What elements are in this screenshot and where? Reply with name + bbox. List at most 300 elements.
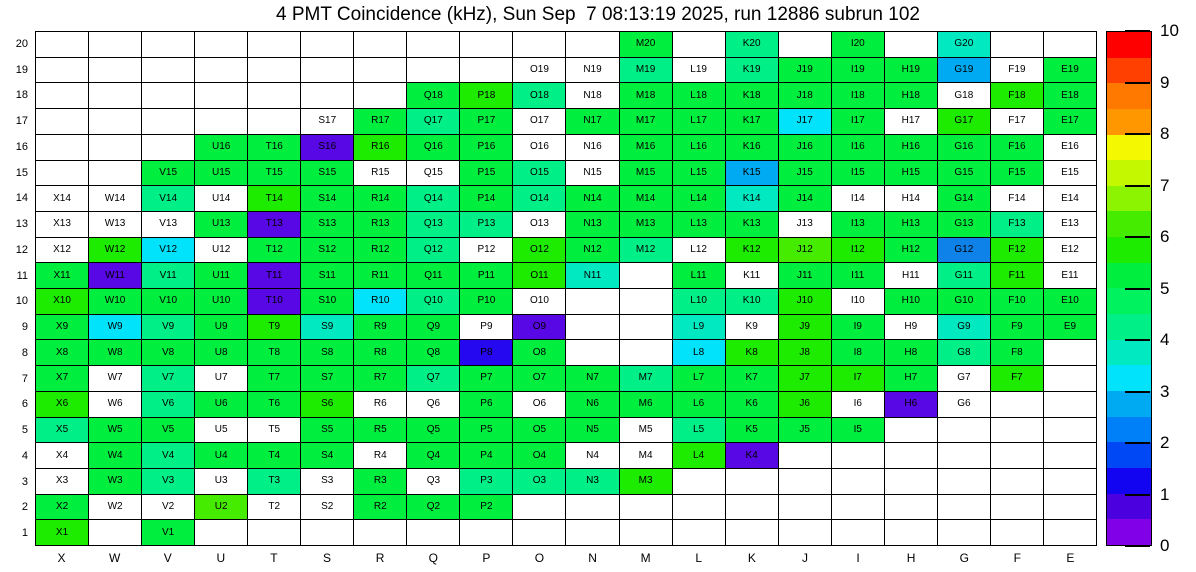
heatmap-cell <box>195 109 247 134</box>
heatmap-cell: K9 <box>726 315 778 340</box>
colorbar-tick <box>1125 185 1150 187</box>
heatmap-cell: R6 <box>354 392 406 417</box>
y-axis-label: 18 <box>15 89 28 102</box>
colorbar-band <box>1107 58 1151 84</box>
heatmap-cell <box>89 58 141 83</box>
heatmap-cell: R13 <box>354 212 406 237</box>
heatmap-cell: P8 <box>460 340 512 365</box>
heatmap-cell: M3 <box>620 469 672 494</box>
heatmap-cell: G15 <box>938 161 990 186</box>
heatmap-cell: V5 <box>142 418 194 443</box>
heatmap-cell: O17 <box>513 109 565 134</box>
heatmap-cell: M13 <box>620 212 672 237</box>
heatmap-cell: U14 <box>195 186 247 211</box>
y-axis-label: 19 <box>15 63 28 76</box>
colorbar-band <box>1107 519 1151 545</box>
heatmap-cell <box>991 520 1043 545</box>
heatmap-cell: Q17 <box>407 109 459 134</box>
heatmap-cell: X5 <box>36 418 88 443</box>
heatmap-cell: G18 <box>938 83 990 108</box>
x-axis-label: W <box>108 551 121 565</box>
heatmap-cell: G6 <box>938 392 990 417</box>
heatmap-cell <box>620 263 672 288</box>
heatmap-cell <box>195 32 247 57</box>
colorbar-tick <box>1125 339 1150 341</box>
heatmap-cell <box>142 109 194 134</box>
heatmap-cell: X7 <box>36 366 88 391</box>
heatmap-cell: T12 <box>248 238 300 263</box>
heatmap-cell: W4 <box>89 443 141 468</box>
colorbar-tick <box>1125 545 1150 547</box>
heatmap-cell: I13 <box>832 212 884 237</box>
heatmap-cell: L9 <box>673 315 725 340</box>
colorbar-band <box>1107 494 1151 520</box>
y-axis-label: 13 <box>15 218 28 231</box>
colorbar-tick <box>1125 288 1150 290</box>
heatmap-cell: Q13 <box>407 212 459 237</box>
heatmap-cell: O19 <box>513 58 565 83</box>
colorbar-tick <box>1125 442 1150 444</box>
heatmap-cell <box>301 520 353 545</box>
heatmap-cell: E17 <box>1044 109 1096 134</box>
x-axis-label: O <box>534 551 545 565</box>
heatmap-cell: P11 <box>460 263 512 288</box>
heatmap-cell: U9 <box>195 315 247 340</box>
heatmap-cell: J16 <box>779 135 831 160</box>
x-axis-label: F <box>1013 551 1022 565</box>
heatmap-cell: T15 <box>248 161 300 186</box>
heatmap-cell: T16 <box>248 135 300 160</box>
heatmap-cell: H17 <box>885 109 937 134</box>
heatmap-cell: O3 <box>513 469 565 494</box>
heatmap-cell: W6 <box>89 392 141 417</box>
heatmap-cell: T11 <box>248 263 300 288</box>
heatmap-cell: K5 <box>726 418 778 443</box>
colorbar-band <box>1107 32 1151 58</box>
heatmap-cell: I15 <box>832 161 884 186</box>
heatmap-cell <box>991 495 1043 520</box>
heatmap-cell: M18 <box>620 83 672 108</box>
heatmap-cell: G7 <box>938 366 990 391</box>
heatmap-cell: N5 <box>566 418 618 443</box>
heatmap-cell: X12 <box>36 238 88 263</box>
heatmap-cell: L17 <box>673 109 725 134</box>
heatmap-cell: T10 <box>248 289 300 314</box>
y-axis-label: 14 <box>15 192 28 205</box>
heatmap-cell: H19 <box>885 58 937 83</box>
heatmap-cell: V15 <box>142 161 194 186</box>
colorbar-band <box>1107 135 1151 161</box>
heatmap-cell: U2 <box>195 495 247 520</box>
heatmap-cell: I6 <box>832 392 884 417</box>
heatmap-cell: R11 <box>354 263 406 288</box>
heatmap-cell: T14 <box>248 186 300 211</box>
heatmap-cell <box>354 83 406 108</box>
heatmap-cell <box>779 520 831 545</box>
heatmap-cell: H11 <box>885 263 937 288</box>
x-axis-label: L <box>695 551 703 565</box>
heatmap-cell: V11 <box>142 263 194 288</box>
y-axis-label: 6 <box>21 398 28 411</box>
heatmap-cell: Q16 <box>407 135 459 160</box>
heatmap-cell <box>142 58 194 83</box>
heatmap-cell: H7 <box>885 366 937 391</box>
heatmap-cell: F13 <box>991 212 1043 237</box>
heatmap-cell <box>195 83 247 108</box>
heatmap-cell: P14 <box>460 186 512 211</box>
heatmap-cell: N6 <box>566 392 618 417</box>
colorbar-band <box>1107 186 1151 212</box>
heatmap-cell: G20 <box>938 32 990 57</box>
heatmap-cell <box>195 520 247 545</box>
heatmap-cell: N14 <box>566 186 618 211</box>
y-axis-label: 11 <box>16 269 28 282</box>
heatmap-cell: T4 <box>248 443 300 468</box>
y-axis-label: 2 <box>21 501 28 514</box>
heatmap-cell: T3 <box>248 469 300 494</box>
y-axis-label: 1 <box>21 527 28 540</box>
heatmap-cell: I8 <box>832 340 884 365</box>
heatmap-cell <box>36 109 88 134</box>
heatmap-cell: X9 <box>36 315 88 340</box>
heatmap-cell: J11 <box>779 263 831 288</box>
heatmap-cell: V14 <box>142 186 194 211</box>
heatmap-cell: I11 <box>832 263 884 288</box>
heatmap-cell: L14 <box>673 186 725 211</box>
heatmap-cell: Q15 <box>407 161 459 186</box>
heatmap-cell: U6 <box>195 392 247 417</box>
heatmap-cell: S10 <box>301 289 353 314</box>
y-axis-label: 15 <box>15 166 28 179</box>
heatmap-cell: W9 <box>89 315 141 340</box>
heatmap-cell: L10 <box>673 289 725 314</box>
x-axis-label: J <box>801 551 808 565</box>
heatmap-cell: S3 <box>301 469 353 494</box>
heatmap-cell: I19 <box>832 58 884 83</box>
heatmap-cell <box>726 495 778 520</box>
heatmap-cell <box>407 520 459 545</box>
heatmap-cell: I20 <box>832 32 884 57</box>
heatmap-cell: F18 <box>991 83 1043 108</box>
heatmap-cell: E14 <box>1044 186 1096 211</box>
heatmap-cell: U10 <box>195 289 247 314</box>
heatmap-cell: I9 <box>832 315 884 340</box>
colorbar-band <box>1107 391 1151 417</box>
heatmap-cell <box>566 289 618 314</box>
heatmap-cell: T8 <box>248 340 300 365</box>
heatmap-cell: G16 <box>938 135 990 160</box>
colorbar-tick <box>1125 236 1150 238</box>
heatmap-cell: G8 <box>938 340 990 365</box>
heatmap-cell: W12 <box>89 238 141 263</box>
heatmap-cell: R12 <box>354 238 406 263</box>
heatmap-cell <box>620 315 672 340</box>
heatmap-cell: M12 <box>620 238 672 263</box>
heatmap-cell: S11 <box>301 263 353 288</box>
heatmap-cell <box>89 161 141 186</box>
heatmap-cell: U5 <box>195 418 247 443</box>
heatmap-cell <box>354 58 406 83</box>
heatmap-cell: L18 <box>673 83 725 108</box>
x-axis-label: V <box>163 551 172 565</box>
colorbar-tick-label: 6 <box>1160 227 1170 246</box>
heatmap-cell <box>779 32 831 57</box>
heatmap-cell <box>460 58 512 83</box>
heatmap-cell: Q11 <box>407 263 459 288</box>
colorbar-tick-label: 5 <box>1160 278 1170 298</box>
heatmap-cell <box>938 443 990 468</box>
heatmap-cell: L6 <box>673 392 725 417</box>
x-axis-label: E <box>1066 551 1075 565</box>
heatmap-cell: X11 <box>36 263 88 288</box>
heatmap-cell <box>991 392 1043 417</box>
heatmap-cell <box>779 469 831 494</box>
heatmap-cell: K19 <box>726 58 778 83</box>
heatmap-cell: E19 <box>1044 58 1096 83</box>
heatmap-cell <box>354 32 406 57</box>
heatmap-cell: K4 <box>726 443 778 468</box>
heatmap-cell <box>673 520 725 545</box>
heatmap-cell <box>248 58 300 83</box>
heatmap-cell: J19 <box>779 58 831 83</box>
chart-title: 4 PMT Coincidence (kHz), Sun Sep 7 08:13:19 2025, run 12886 subrun 102 <box>276 4 920 25</box>
heatmap-cell <box>938 520 990 545</box>
heatmap-cell: N17 <box>566 109 618 134</box>
heatmap-cell: H12 <box>885 238 937 263</box>
heatmap-cell <box>566 495 618 520</box>
heatmap-cell <box>1044 443 1096 468</box>
heatmap-cell: G12 <box>938 238 990 263</box>
heatmap-cell <box>779 495 831 520</box>
heatmap-cell: N19 <box>566 58 618 83</box>
x-axis-label: R <box>375 551 385 565</box>
colorbar-tick-label: 10 <box>1160 21 1179 40</box>
heatmap-cell: H18 <box>885 83 937 108</box>
heatmap-cell: E15 <box>1044 161 1096 186</box>
colorbar-band <box>1107 109 1151 135</box>
heatmap-cell <box>36 32 88 57</box>
y-axis-label: 5 <box>21 424 28 437</box>
heatmap-cell <box>1044 392 1096 417</box>
heatmap-cell: F19 <box>991 58 1043 83</box>
heatmap-cell: N3 <box>566 469 618 494</box>
heatmap-cell: K12 <box>726 238 778 263</box>
heatmap-cell: H14 <box>885 186 937 211</box>
heatmap-cell: R15 <box>354 161 406 186</box>
heatmap-cell: L16 <box>673 135 725 160</box>
heatmap-cell: K20 <box>726 32 778 57</box>
y-axis-label: 12 <box>15 243 28 256</box>
colorbar-tick <box>1125 30 1150 32</box>
heatmap-cell <box>195 58 247 83</box>
heatmap-cell: K15 <box>726 161 778 186</box>
heatmap-cell <box>1044 418 1096 443</box>
colorbar-tick-label: 0 <box>1160 536 1170 555</box>
heatmap-cell: Q7 <box>407 366 459 391</box>
heatmap-cell: M6 <box>620 392 672 417</box>
heatmap-cell <box>460 520 512 545</box>
heatmap-cell: U7 <box>195 366 247 391</box>
heatmap-cell: P16 <box>460 135 512 160</box>
heatmap-cell <box>513 520 565 545</box>
heatmap-cell: V8 <box>142 340 194 365</box>
heatmap-cell: H13 <box>885 212 937 237</box>
heatmap-cell <box>885 495 937 520</box>
heatmap-cell: F17 <box>991 109 1043 134</box>
heatmap-cell: K17 <box>726 109 778 134</box>
heatmap-cell <box>1044 495 1096 520</box>
heatmap-cell: S5 <box>301 418 353 443</box>
heatmap-cell <box>885 469 937 494</box>
heatmap-cell: L5 <box>673 418 725 443</box>
colorbar-band <box>1107 468 1151 494</box>
heatmap-cell: O4 <box>513 443 565 468</box>
heatmap-cell: Q3 <box>407 469 459 494</box>
heatmap-cell <box>673 32 725 57</box>
heatmap-cell: P7 <box>460 366 512 391</box>
heatmap-cell <box>726 469 778 494</box>
heatmap-cell: S7 <box>301 366 353 391</box>
heatmap-cell: L11 <box>673 263 725 288</box>
heatmap-cell: S4 <box>301 443 353 468</box>
heatmap-cell: J10 <box>779 289 831 314</box>
heatmap-cell: V4 <box>142 443 194 468</box>
heatmap-cell: I7 <box>832 366 884 391</box>
heatmap-cell: E12 <box>1044 238 1096 263</box>
heatmap-cell: S17 <box>301 109 353 134</box>
heatmap-cell: G17 <box>938 109 990 134</box>
heatmap-cell: S2 <box>301 495 353 520</box>
heatmap-cell: Q12 <box>407 238 459 263</box>
heatmap-cell: T5 <box>248 418 300 443</box>
heatmap-cell: X2 <box>36 495 88 520</box>
heatmap-cell <box>885 418 937 443</box>
heatmap-cell <box>36 161 88 186</box>
colorbar-band <box>1107 211 1151 237</box>
heatmap-cell: O15 <box>513 161 565 186</box>
colorbar-tick <box>1125 391 1150 393</box>
heatmap-cell: P3 <box>460 469 512 494</box>
heatmap-cell: L12 <box>673 238 725 263</box>
heatmap-cell: M16 <box>620 135 672 160</box>
heatmap-cell: N4 <box>566 443 618 468</box>
heatmap-cell <box>1044 340 1096 365</box>
heatmap-cell: U15 <box>195 161 247 186</box>
heatmap-cell: E11 <box>1044 263 1096 288</box>
heatmap-cell: I17 <box>832 109 884 134</box>
colorbar-tick-label: 1 <box>1160 484 1170 504</box>
heatmap-cell: Q8 <box>407 340 459 365</box>
y-axis-label: 3 <box>21 475 28 488</box>
heatmap-cell: R7 <box>354 366 406 391</box>
heatmap-cell <box>673 469 725 494</box>
heatmap-cell: Q9 <box>407 315 459 340</box>
heatmap-cell <box>938 469 990 494</box>
heatmap-cell: I10 <box>832 289 884 314</box>
heatmap-cell: V3 <box>142 469 194 494</box>
heatmap-cell: O11 <box>513 263 565 288</box>
heatmap-cell: U4 <box>195 443 247 468</box>
heatmap-cell: E16 <box>1044 135 1096 160</box>
heatmap-cell <box>991 469 1043 494</box>
heatmap-cell: F8 <box>991 340 1043 365</box>
heatmap-cell: P6 <box>460 392 512 417</box>
heatmap-cell <box>991 443 1043 468</box>
heatmap-cell: O9 <box>513 315 565 340</box>
heatmap-cell <box>89 520 141 545</box>
heatmap-cell <box>779 443 831 468</box>
heatmap-cell: N13 <box>566 212 618 237</box>
heatmap-cell <box>248 109 300 134</box>
heatmap-cell: U8 <box>195 340 247 365</box>
y-axis-label: 10 <box>15 295 28 308</box>
heatmap-cell <box>885 32 937 57</box>
heatmap-cell: S15 <box>301 161 353 186</box>
heatmap-cell: W8 <box>89 340 141 365</box>
heatmap-cell <box>991 32 1043 57</box>
heatmap-cell: T2 <box>248 495 300 520</box>
heatmap-cell <box>513 32 565 57</box>
heatmap-cell: H16 <box>885 135 937 160</box>
heatmap-cell: F15 <box>991 161 1043 186</box>
heatmap-cell: Q5 <box>407 418 459 443</box>
heatmap-cell <box>89 83 141 108</box>
heatmap-cell: V9 <box>142 315 194 340</box>
colorbar-band <box>1107 314 1151 340</box>
heatmap-cell <box>620 289 672 314</box>
colorbar-tick-label: 9 <box>1160 72 1170 92</box>
colorbar-band <box>1107 340 1151 366</box>
heatmap-cell: K18 <box>726 83 778 108</box>
heatmap-cell <box>248 83 300 108</box>
heatmap-cell: G10 <box>938 289 990 314</box>
heatmap-cell: M7 <box>620 366 672 391</box>
heatmap-cell <box>832 520 884 545</box>
heatmap-cell: S6 <box>301 392 353 417</box>
heatmap-cell: K16 <box>726 135 778 160</box>
heatmap-cell: E18 <box>1044 83 1096 108</box>
heatmap-cell: P17 <box>460 109 512 134</box>
x-axis-label: X <box>57 551 66 565</box>
heatmap-cell: J15 <box>779 161 831 186</box>
heatmap-cell: I14 <box>832 186 884 211</box>
heatmap-cell <box>1044 469 1096 494</box>
heatmap-cell <box>566 520 618 545</box>
heatmap-cell: G11 <box>938 263 990 288</box>
heatmap-cell: F9 <box>991 315 1043 340</box>
heatmap-cell: R4 <box>354 443 406 468</box>
heatmap-cell: N18 <box>566 83 618 108</box>
heatmap-cell: V6 <box>142 392 194 417</box>
heatmap-cell: I18 <box>832 83 884 108</box>
heatmap-cell: X13 <box>36 212 88 237</box>
colorbar-band <box>1107 83 1151 109</box>
heatmap-cell: X14 <box>36 186 88 211</box>
heatmap-cell: S9 <box>301 315 353 340</box>
heatmap-cell: M17 <box>620 109 672 134</box>
heatmap-cell <box>885 520 937 545</box>
heatmap-cell: T9 <box>248 315 300 340</box>
heatmap-cell: P10 <box>460 289 512 314</box>
heatmap-cell: K6 <box>726 392 778 417</box>
heatmap-cell: J6 <box>779 392 831 417</box>
heatmap-cell <box>991 418 1043 443</box>
heatmap-cell: O5 <box>513 418 565 443</box>
heatmap-cell: O13 <box>513 212 565 237</box>
heatmap-cell: N16 <box>566 135 618 160</box>
heatmap-cell: S8 <box>301 340 353 365</box>
heatmap-cell: W3 <box>89 469 141 494</box>
